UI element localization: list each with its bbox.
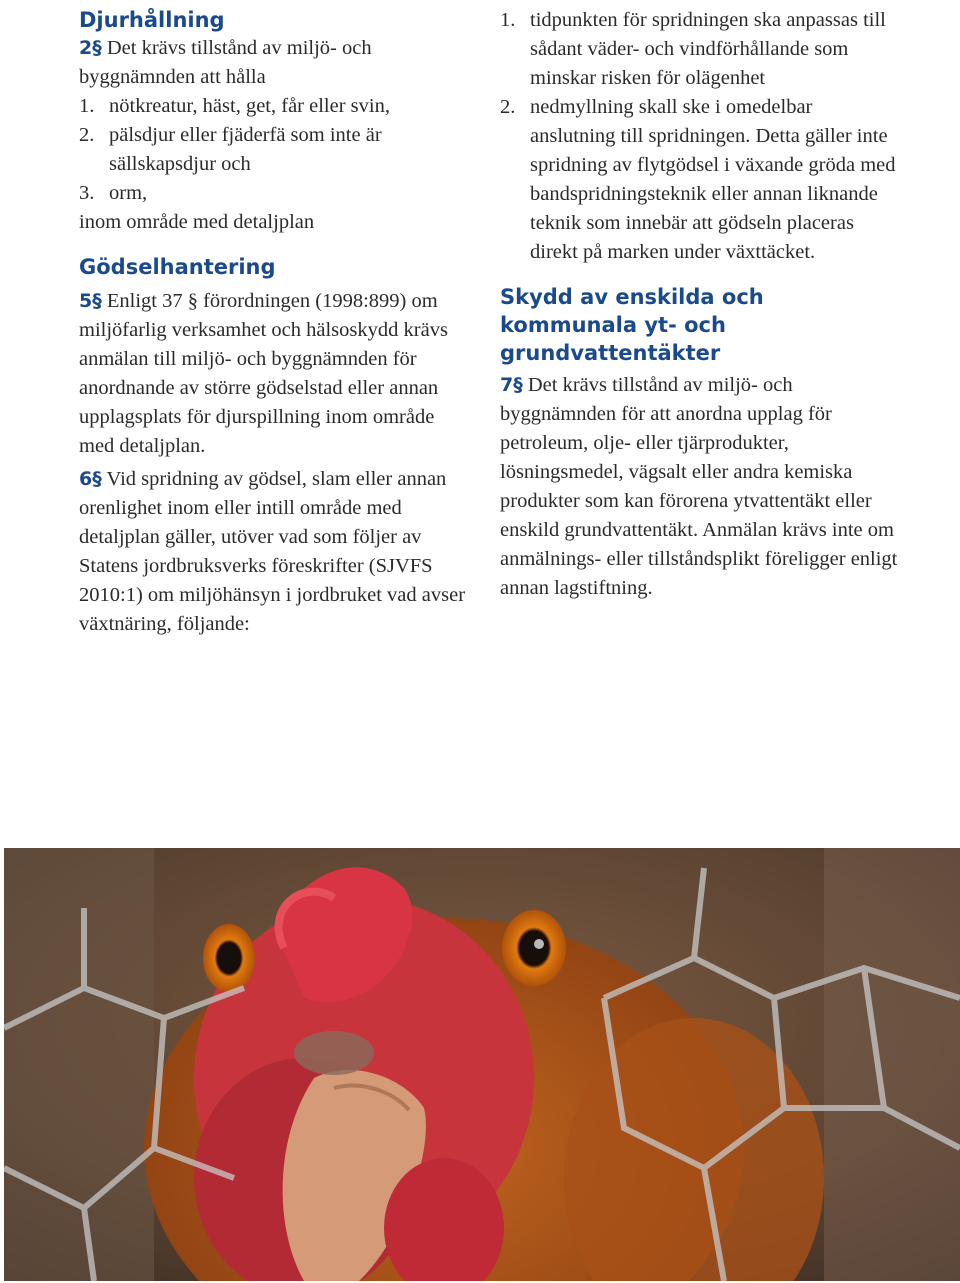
section-number-6: 6§ xyxy=(79,468,102,490)
list-item xyxy=(79,179,471,208)
spreading-rules-list xyxy=(500,6,900,267)
paragraph-6-text: Vid spridning av gödsel, slam eller annan orenlighet inom eller intill område med detaljplan gäller, utöver vad som följer av Statens jordbruksverks föreskrifter (SJVFS 2010:1) om miljöhänsyn i jordbruket vad avser växtnäring, följande: xyxy=(79,468,466,635)
paragraph-6 xyxy=(79,465,471,639)
paragraph-2 xyxy=(79,34,471,92)
list-text: nötkreatur, häst, get, får eller svin, xyxy=(109,95,390,117)
paragraph-5 xyxy=(79,287,471,461)
heading-godselhantering: Gödselhantering xyxy=(79,255,276,279)
list-number: 1. xyxy=(79,95,95,117)
hen-photo xyxy=(4,848,960,1281)
list-text: orm, xyxy=(109,182,148,204)
paragraph-5-text: Enligt 37 § förordningen (1998:899) om miljöfarlig verksamhet och hälsoskydd krävs anmälan till miljö- och byggnämnden för anordnande av större gödselstad eller annan upplagsplats för djurspillning inom område med detaljplan. xyxy=(79,290,448,457)
list-text: pälsdjur eller fjäderfä som inte är sällskapsdjur och xyxy=(109,124,382,175)
paragraph-7 xyxy=(500,371,900,603)
section-number-7: 7§ xyxy=(500,374,523,396)
list-item xyxy=(500,93,900,267)
paragraph-7-text: Det krävs tillstånd av miljö- och byggnämnden för att anordna upplag för petroleum, olje- eller tjärprodukter, lösningsmedel, vägsalt eller andra kemiska produkter som kan förorena ytvattentäkt eller enskild grundvattentäkt. Anmälan krävs inte om anmälnings- eller tillståndsplikt föreligger enligt annan lagstiftning. xyxy=(500,374,898,599)
section-number-2: 2§ xyxy=(79,37,102,59)
list-number: 2. xyxy=(500,96,516,118)
heading-djurhallning: Djurhållning xyxy=(79,8,225,32)
hen-illustration xyxy=(4,848,960,1281)
right-column xyxy=(500,0,900,603)
list-item xyxy=(500,6,900,93)
animal-list xyxy=(79,92,471,208)
paragraph-2-text: Det krävs tillstånd av miljö- och byggnämnden att hålla xyxy=(79,37,372,88)
heading-skydd: Skydd av enskilda och kommunala yt- och grundvattentäkter xyxy=(500,285,764,365)
after-list-text: inom område med detaljplan xyxy=(79,211,315,233)
list-item xyxy=(79,92,471,121)
list-item xyxy=(79,121,471,179)
list-number: 2. xyxy=(79,124,95,146)
list-text: nedmyllning skall ske i omedelbar anslutning till spridningen. Detta gäller inte spridning av flytgödsel i växande gröda med bandspridningsteknik eller annan liknande teknik som innebär att gödseln placeras direkt på marken under växttäcket. xyxy=(530,96,896,263)
list-number: 1. xyxy=(500,9,516,31)
left-column xyxy=(79,0,471,639)
list-text: tidpunkten för spridningen ska anpassas till sådant väder- och vindförhållande som minskar risken för olägenhet xyxy=(530,9,886,89)
section-number-5: 5§ xyxy=(79,290,102,312)
list-number: 3. xyxy=(79,182,95,204)
